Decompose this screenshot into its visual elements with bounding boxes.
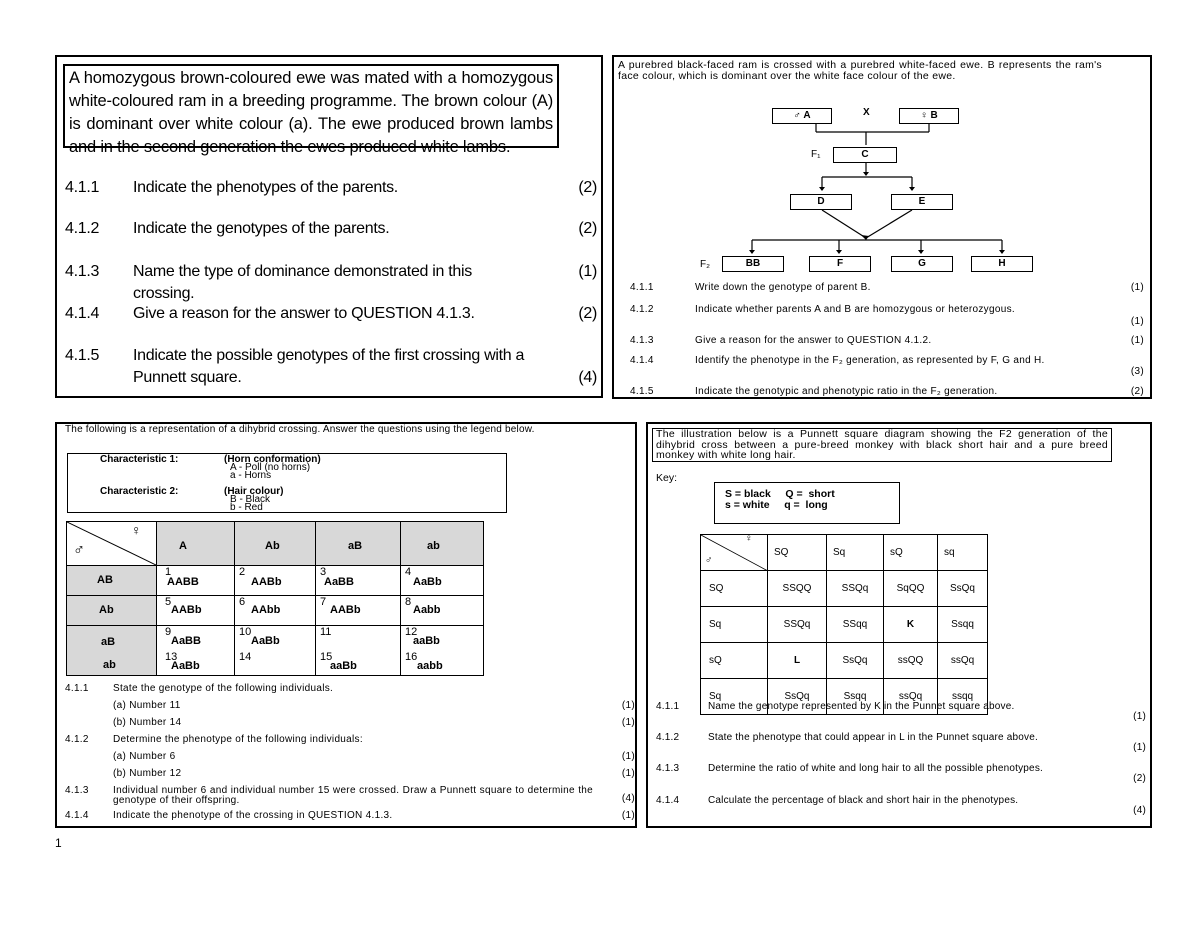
punnett-cell: 4 AaBb [401, 566, 484, 596]
punnett-cell: K [884, 607, 938, 643]
question-text: Write down the genotype of parent B. [695, 282, 871, 293]
key-line-colour: S = black Q = short [725, 488, 835, 500]
question-marks: (1) [621, 700, 635, 711]
punnett-cell: ssQq [938, 643, 988, 679]
question-text: Determine the ratio of white and long hair to all the possible phenotypes. [708, 763, 1043, 774]
column-header: Sq [827, 535, 884, 571]
row-header: Ab [67, 596, 157, 626]
legend-allele-horns: a - Horns [230, 470, 272, 481]
question-marks: (2) [1130, 386, 1144, 397]
parent-female-box: ♀ B [899, 108, 959, 124]
f1-box: C [833, 147, 897, 163]
question-marks: (1) [621, 768, 635, 779]
question-number: 4.1.1 [65, 683, 89, 694]
scenario-text: A purebred black-faced ram is crossed with a purebred white-faced ewe. B represents the ram's face colour, which is dominant over the white face colour of the ewe. [618, 59, 1102, 82]
legend-characteristic-1-title: (Horn conformation) [224, 454, 321, 465]
punnett-cell: 15 aaBb [316, 651, 401, 676]
punnett-cell: 12 aaBb [401, 626, 484, 651]
question-number: 4.1.2 [65, 220, 100, 237]
punnett-cell: SsQq [938, 571, 988, 607]
punnett-cell: SSqq [827, 607, 884, 643]
question-text: Give a reason for the answer to QUESTION 4.1.3. [133, 305, 475, 322]
row-header: aB [67, 626, 157, 651]
question-number: 4.1.3 [65, 263, 100, 280]
punnett-cell: 14 [235, 651, 316, 676]
row-header: SQ [701, 571, 768, 607]
question-number: 4.1.4 [656, 795, 680, 806]
punnett-corner-cell [67, 522, 157, 566]
female-symbol-icon: ♀ [745, 533, 753, 544]
punnett-cell: ssQq [884, 679, 938, 715]
punnett-cell: SsQq [827, 643, 884, 679]
question-marks: (4) [621, 793, 635, 804]
question-number: 4.1.3 [65, 785, 89, 796]
question-number: 4.1.3 [630, 335, 654, 346]
question-marks: (2) [578, 305, 597, 322]
legend-box [67, 453, 507, 513]
punnett-cell: 6 AAbb [235, 596, 316, 626]
punnett-cell: 5 AABb [157, 596, 235, 626]
question-marks: (1) [578, 263, 597, 280]
question-text: Give a reason for the answer to QUESTION 4.1.2. [695, 335, 932, 346]
question-panel-monkey-cross [646, 422, 1152, 828]
row-header: ab [67, 651, 157, 676]
question-panel-dihybrid-horns [55, 422, 637, 828]
key-line-length: s = white q = long [725, 499, 828, 511]
column-header: sq [938, 535, 988, 571]
column-header: A [157, 522, 235, 566]
key-box [714, 482, 900, 524]
punnett-cell: 7 AABb [316, 596, 401, 626]
question-text: State the phenotype that could appear in L in the Punnet square above. [708, 732, 1038, 743]
punnett-cell: ssqq [938, 679, 988, 715]
question-text: Indicate the possible genotypes of the first crossing with a Punnett square. [133, 347, 525, 386]
punnett-cell: SqQQ [884, 571, 938, 607]
key-label: Key: [656, 472, 678, 484]
punnett-cell: 10 AaBb [235, 626, 316, 651]
question-number: 4.1.2 [656, 732, 680, 743]
row-header: Sq [701, 607, 768, 643]
page-number: 1 [55, 836, 62, 850]
question-text: Individual number 6 and individual number 15 were crossed. Draw a Punnett square to determine the genotype of their offspring. [113, 785, 593, 806]
column-header: sQ [884, 535, 938, 571]
question-number: 4.1.4 [65, 810, 89, 821]
legend-characteristic-1-label: Characteristic 1: [100, 454, 179, 465]
question-text: Indicate the phenotype of the crossing in QUESTION 4.1.3. [113, 810, 393, 821]
question-number: 4.1.1 [630, 282, 654, 293]
female-symbol-icon: ♀ [131, 522, 142, 538]
question-text: State the genotype of the following individuals. [113, 683, 334, 694]
punnett-square-horns [66, 521, 484, 676]
punnett-cell: 2 AABb [235, 566, 316, 596]
row-header: AB [67, 566, 157, 596]
question-marks: (1) [621, 751, 635, 762]
column-header: aB [316, 522, 401, 566]
question-marks: (3) [1130, 366, 1144, 377]
punnett-cell: 13 AaBb [157, 651, 235, 676]
punnett-cell: ssQQ [884, 643, 938, 679]
question-number: 4.1.2 [630, 304, 654, 315]
legend-characteristic-2-label: Characteristic 2: [100, 486, 179, 497]
f1-offspring-e-box: E [891, 194, 953, 210]
f2-label: F₂ [700, 259, 710, 270]
f2-box-bb: BB [722, 256, 784, 272]
question-marks: (1) [621, 810, 635, 821]
question-text: (a) Number 6 [113, 751, 176, 762]
scenario-text: The following is a representation of a dihybrid crossing. Answer the questions using the legend below. [65, 424, 535, 435]
punnett-corner-cell [701, 535, 768, 571]
scenario-text: A homozygous brown-coloured ewe was mated with a homozygous white-coloured ram in a breeding programme. The brown colour (A) is dominant over white colour (a). The ewe produced brown lambs and in the second generation the ewes produced white lambs. [63, 64, 559, 148]
punnett-cell: 16 aabb [401, 651, 484, 676]
punnett-cell: SSQq [768, 607, 827, 643]
question-text: Indicate the genotypes of the parents. [133, 220, 390, 237]
punnett-cell: Ssqq [827, 679, 884, 715]
question-text: Indicate the phenotypes of the parents. [133, 179, 398, 196]
column-header: Ab [235, 522, 316, 566]
question-number: 4.1.4 [630, 355, 654, 366]
column-header: ab [401, 522, 484, 566]
punnett-cell: 8 Aabb [401, 596, 484, 626]
punnett-cell: 11 [316, 626, 401, 651]
question-marks: (1) [1130, 335, 1144, 346]
punnett-cell: Ssqq [938, 607, 988, 643]
male-symbol-icon: ♂ [73, 542, 85, 559]
question-marks: (1) [1133, 742, 1146, 753]
question-number: 4.1.4 [65, 305, 100, 322]
question-marks: (4) [578, 369, 597, 386]
question-text: Calculate the percentage of black and short hair in the phenotypes. [708, 795, 1019, 806]
question-marks: (1) [1130, 316, 1144, 327]
question-text: Indicate whether parents A and B are homozygous or heterozygous. [695, 304, 1015, 315]
question-number: 4.1.5 [630, 386, 654, 397]
punnett-cell: 3 AaBB [316, 566, 401, 596]
question-panel-ram-cross [612, 55, 1152, 399]
f1-label: F₁ [811, 149, 821, 160]
question-marks: (4) [1133, 805, 1146, 816]
question-text: Name the type of dominance demonstrated in this crossing. [133, 263, 472, 302]
f1-offspring-d-box: D [790, 194, 852, 210]
row-header: Sq [701, 679, 768, 715]
question-marks: (1) [1130, 282, 1144, 293]
punnett-cell: 9 AaBB [157, 626, 235, 651]
question-marks: (1) [1133, 711, 1146, 722]
question-number: 4.1.5 [65, 347, 100, 364]
scenario-text: The illustration below is a Punnett square diagram showing the F2 generation of the dihybrid cross between a pure-breed monkey with black short hair and a pure breed monkey with white long hair. [652, 428, 1112, 462]
punnett-square-monkey [700, 534, 988, 715]
f2-box-g: G [891, 256, 953, 272]
question-marks: (2) [1133, 773, 1146, 784]
male-symbol-icon: ♂ [705, 555, 713, 566]
punnett-cell: SSQQ [768, 571, 827, 607]
parent-male-box: ♂ A [772, 108, 832, 124]
question-text: (b) Number 14 [113, 717, 182, 728]
question-marks: (1) [621, 717, 635, 728]
question-number: 4.1.3 [656, 763, 680, 774]
legend-characteristic-2-title: (Hair colour) [224, 486, 284, 497]
f2-box-f: F [809, 256, 871, 272]
legend-allele-poll: A - Poll (no horns) [230, 462, 311, 473]
question-text: (b) Number 12 [113, 768, 182, 779]
cross-symbol: X [863, 107, 870, 118]
punnett-cell: SSQq [827, 571, 884, 607]
legend-allele-red: b - Red [230, 502, 263, 513]
question-number: 4.1.1 [656, 701, 680, 712]
question-text: (a) Number 11 [113, 700, 181, 711]
question-text: Indicate the genotypic and phenotypic ratio in the F₂ generation. [695, 386, 998, 397]
question-number: 4.1.1 [65, 179, 100, 196]
f2-box-h: H [971, 256, 1033, 272]
punnett-cell: SsQq [768, 679, 827, 715]
question-marks: (2) [578, 220, 597, 237]
row-header: sQ [701, 643, 768, 679]
question-panel-ewe-cross [55, 55, 603, 398]
cross-diagram-connectors [614, 57, 1152, 287]
punnett-cell: 1 AABB [157, 566, 235, 596]
punnett-cell: L [768, 643, 827, 679]
question-text: Name the genotype represented by K in the Punnet square above. [708, 701, 1015, 712]
question-text: Determine the phenotype of the following individuals: [113, 734, 363, 745]
question-text: Identify the phenotype in the F₂ generation, as represented by F, G and H. [695, 355, 1045, 366]
question-marks: (2) [578, 179, 597, 196]
legend-allele-black: B - Black [230, 494, 271, 505]
question-number: 4.1.2 [65, 734, 89, 745]
column-header: SQ [768, 535, 827, 571]
